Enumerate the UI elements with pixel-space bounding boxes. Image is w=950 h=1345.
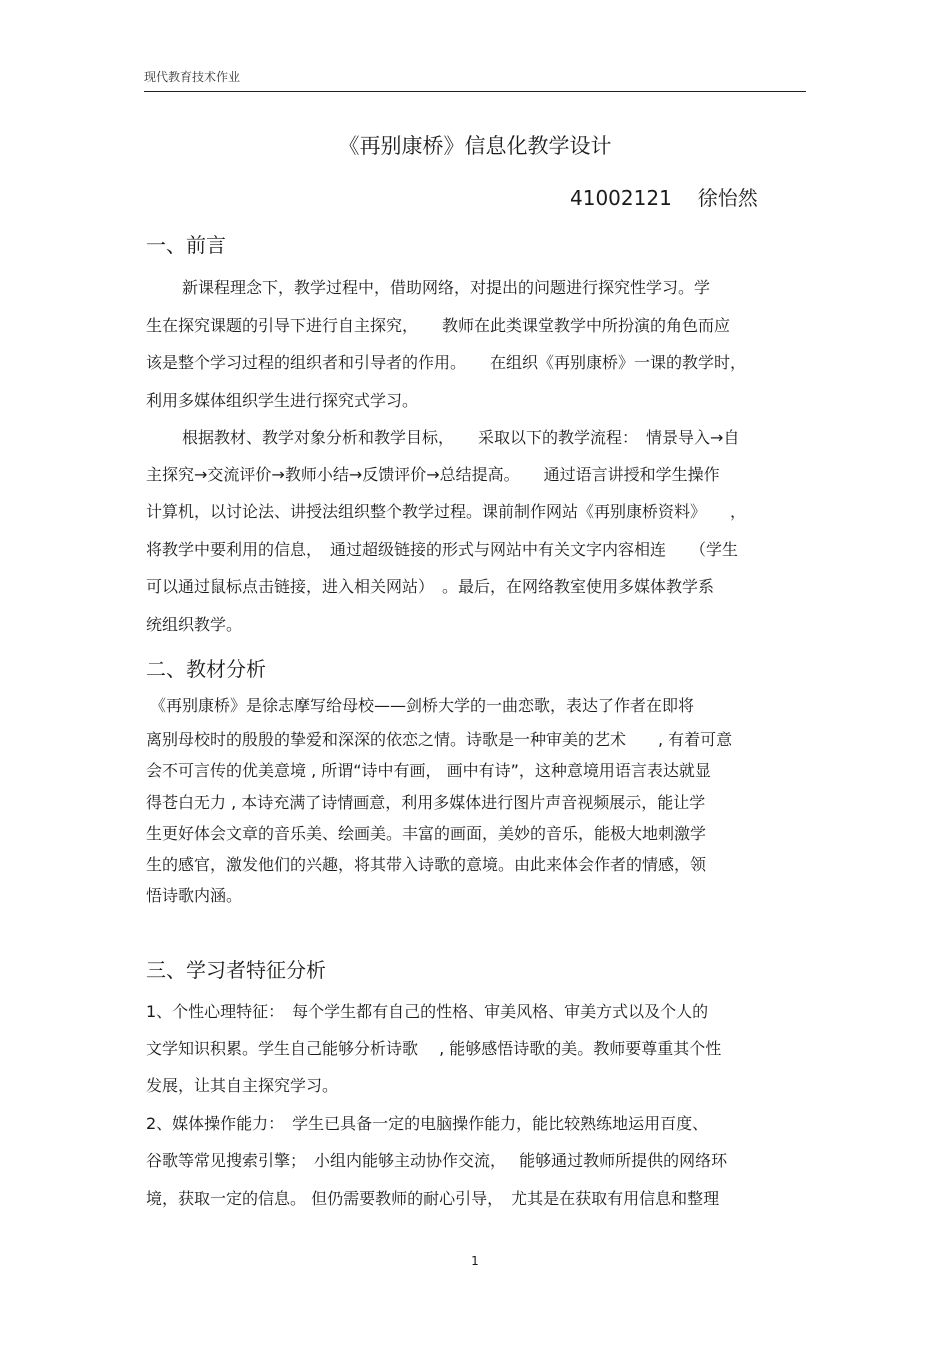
paragraph-line: 新课程理念下，教学过程中，借助网络，对提出的问题进行探究性学习。学 bbox=[182, 278, 711, 297]
author-name: 徐怡然 bbox=[697, 186, 758, 210]
paragraph-line: 统组织教学。 bbox=[146, 615, 243, 634]
page-number: 1 bbox=[471, 1254, 479, 1268]
paragraph-line: 谷歌等常见搜索引擎； 小组内能够主动协作交流， 能够通过教师所提供的网络环 bbox=[146, 1151, 728, 1170]
paragraph-line: 会不可言传的优美意境 , 所谓“诗中有画， 画中有诗”，这种意境用语言表达就显 bbox=[146, 761, 711, 780]
paragraph-line: 1、个性心理特征： 每个学生都有自己的性格、审美风格、审美方式以及个人的 bbox=[146, 1002, 709, 1021]
paragraph-line: 境，获取一定的信息。 但仍需要教师的耐心引导， 尤其是在获取有用信息和整理 bbox=[146, 1189, 720, 1208]
header-divider bbox=[144, 91, 806, 92]
paragraph-line: 生在探究课题的引导下进行自主探究， 教师在此类课堂教学中所扮演的角色而应 bbox=[146, 316, 731, 335]
paragraph-line: 将教学中要利用的信息， 通过超级链接的形式与网站中有关文字内容相连 （学生 bbox=[146, 540, 739, 559]
paragraph-line: 计算机，以讨论法、讲授法组织整个教学过程。课前制作网站《再别康桥资料》 ， bbox=[146, 502, 747, 521]
paragraph-line: 悟诗歌内涵。 bbox=[146, 886, 243, 905]
paragraph-line: 文学知识积累。学生自己能够分析诗歌 , 能够感悟诗歌的美。教师要尊重其个性 bbox=[146, 1039, 722, 1058]
page-header: 现代教育技术作业 bbox=[144, 70, 241, 84]
document-title: 《再别康桥》信息化教学设计 bbox=[338, 134, 612, 158]
paragraph-line: 根据教材、教学对象分析和教学目标， 采取以下的教学流程： 情景导入→自 bbox=[182, 428, 740, 447]
paragraph-line: 生的感官，激发他们的兴趣，将其带入诗歌的意境。由此来体会作者的情感，领 bbox=[146, 855, 707, 874]
paragraph-line: 发展，让其自主探究学习。 bbox=[146, 1076, 339, 1095]
paragraph-line: 离别母校时的殷殷的挚爱和深深的依恋之情。诗歌是一种审美的艺术 , 有着可意 bbox=[146, 730, 733, 749]
section-heading-learner: 三、学习者特征分析 bbox=[146, 958, 326, 982]
student-id: 41002121 bbox=[570, 186, 672, 210]
author-line bbox=[570, 182, 758, 211]
paragraph-line: 该是整个学习过程的组织者和引导者的作用。 在组织《再别康桥》一课的教学时， bbox=[146, 353, 747, 372]
section-heading-preface: 一、前言 bbox=[146, 233, 226, 257]
paragraph-line: 2、媒体操作能力： 学生已具备一定的电脑操作能力，能比较熟练地运用百度、 bbox=[146, 1114, 709, 1133]
paragraph-line: 得苍白无力 , 本诗充满了诗情画意，利用多媒体进行图片声音视频展示，能让学 bbox=[146, 793, 706, 812]
paragraph-line: 主探究→交流评价→教师小结→反馈评价→总结提高。 通过语言讲授和学生操作 bbox=[146, 465, 720, 484]
section-heading-material: 二、教材分析 bbox=[146, 657, 266, 681]
paragraph-line: 利用多媒体组织学生进行探究式学习。 bbox=[146, 391, 419, 410]
paragraph-line: 可以通过鼠标点击链接，进入相关网站） 。最后，在网络教室使用多媒体教学系 bbox=[146, 577, 715, 596]
paragraph-line: 《再别康桥》是徐志摩写给母校——剑桥大学的一曲恋歌，表达了作者在即将 bbox=[150, 696, 695, 715]
paragraph-line: 生更好体会文章的音乐美、绘画美。丰富的画面，美妙的音乐，能极大地刺激学 bbox=[146, 824, 707, 843]
